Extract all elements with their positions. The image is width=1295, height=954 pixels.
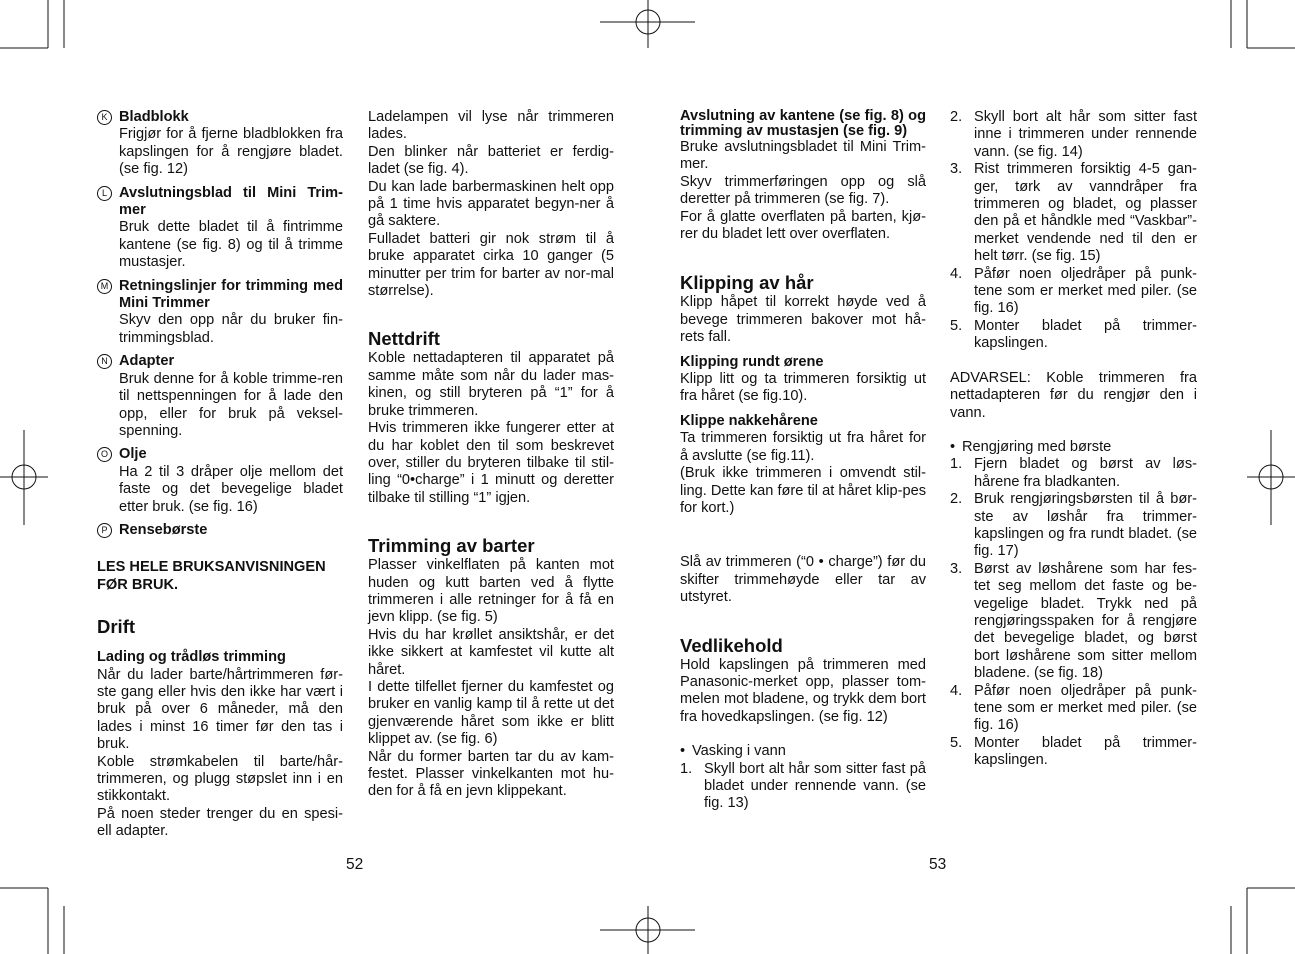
warning-text: LES HELE BRUKSANVISNINGEN FØR BRUK. xyxy=(97,559,326,593)
step-item: 4. Påfør noen oljedråper på punk-tene som er merket med piler. (se fig. 16) xyxy=(950,682,1197,734)
paragraph: Når du lader barte/hårtrimmeren før-ste gang eller hvis den ikke har vært i bruk på over 6 måneder, må den lades i minst 16 timer før den tas i bruk. xyxy=(97,666,343,753)
heading-nettdrift: Nettdrift xyxy=(368,328,440,350)
paragraph: Hvis trimmeren ikke fungerer etter at du har koblet den til som beskrevet over, stiller du bryteren tilbake til stil-ling “0•charge” i 1 minutt og deretter tilbake til stilling “1” igjen. xyxy=(368,420,614,506)
part-text: Frigjør for å fjerne bladblokken fra kapslingen for å rengjøre bladet. (se fig. 12) xyxy=(119,126,343,178)
step-text: Bruk rengjøringsbørsten til å bør-ste av løshår fra trimmer-kapslingen og fra rundt bladet. (se fig. 17) xyxy=(974,491,1197,560)
letter-l-icon: L xyxy=(97,186,112,201)
heading-vedlikehold: Vedlikehold xyxy=(680,634,783,656)
heading-trimming: Trimming av barter xyxy=(368,535,535,557)
part-n xyxy=(97,353,343,440)
bullet-text: Vasking i vann xyxy=(692,743,786,760)
paragraph: Ladelampen vil lyse når trimmeren lades. xyxy=(368,109,614,143)
part-title: Olje xyxy=(119,446,147,463)
part-m xyxy=(97,278,343,348)
step-item: 2. Bruk rengjøringsbørsten til å bør-ste av løshår fra trimmer-kapslingen og fra rundt bladet. (se fig. 17) xyxy=(950,491,1197,560)
paragraph: Hvis du har krøllet ansiktshår, er det ikke sikkert at kamfestet vil kutte alt håret. xyxy=(368,626,614,678)
step-item: 1. Fjern bladet og børst av løs-hårene fra bladkanten. xyxy=(950,456,1197,490)
column-4 xyxy=(950,109,1197,770)
paragraph: Slå av trimmeren (“0 • charge”) før du skifter trimmehøyde eller tar av utstyret. xyxy=(680,554,926,606)
subheading-orene: Klipping rundt ørene xyxy=(680,353,824,370)
step-item: 3. Børst av løshårene som har fes-tet seg mellom det faste og be-vegelige bladet. Trykk ned på rengjøringsspaken for å rengjøre det bevegelige bladet, og børst bort løshårene som sitter mellom bladene. (se fig. 18) xyxy=(950,560,1197,682)
paragraph: Når du former barten tar du av kam-festet. Plasser vinkelkanten mot hu-den for å få en jevn klippekant. xyxy=(368,748,614,800)
part-title: Retningslinjer for trimming med Mini Trimmer xyxy=(119,277,343,312)
step-text: Monter bladet på trimmer-kapslingen. xyxy=(974,317,1197,352)
step-item: 1. Skyll bort alt hår som sitter fast på bladet under rennende vann. (se fig. 13) xyxy=(680,760,926,812)
part-text: Ha 2 til 3 dråper olje mellom det faste og det bevegelige bladet etter bruk. (se fig. 16) xyxy=(119,463,343,515)
subheading-nakke: Klippe nakkehårene xyxy=(680,412,818,429)
paragraph: Klipp litt og ta trimmeren forsiktig ut fra håret (se fig.10). xyxy=(680,371,926,405)
letter-k-icon: K xyxy=(97,110,112,125)
step-item: 5. Monter bladet på trimmer-kapslingen. xyxy=(950,734,1197,769)
paragraph: Plasser vinkelflaten på kanten mot huden og kutt barten ved å flytte trimmeren i alle retninger for å få en jevn klipp. (se fig. 5) xyxy=(368,557,614,626)
part-title: Adapter xyxy=(119,353,175,370)
part-k xyxy=(97,109,343,179)
paragraph: Ta trimmeren forsiktig ut fra håret for å avslutte (se fig.11). xyxy=(680,430,926,464)
letter-o-icon: O xyxy=(97,447,112,462)
paragraph: Bruke avslutningsbladet til Mini Trim-mer. xyxy=(680,139,926,173)
paragraph: Den blinker når batteriet er ferdig-ladet (se fig. 4). xyxy=(368,143,614,178)
paragraph: Klipp håpet til korrekt høyde ved å bevege trimmeren bakover mot hå-rets fall. xyxy=(680,294,926,346)
heading-klipping: Klipping av hår xyxy=(680,272,814,294)
part-text: Skyv den opp når du bruker fin-trimmingsblad. xyxy=(119,312,343,346)
step-text: Påfør noen oljedråper på punk-tene som er merket med piler. (se fig. 16) xyxy=(974,682,1197,734)
paragraph: Koble strømkabelen til barte/hår-trimmeren, og plugg støpslet inn i en stikkontakt. xyxy=(97,753,343,805)
paragraph: Koble nettadapteren til apparatet på samme måte som når du lader mas-kinen, og still bryteren på “1” for å bruke trimmeren. xyxy=(368,350,614,419)
part-title: Rensebørste xyxy=(119,521,208,538)
column-2 xyxy=(368,109,614,801)
step-item: 4. Påfør noen oljedråper på punk-tene som er merket med piler. (se fig. 16) xyxy=(950,265,1197,317)
step-text: Skyll bort alt hår som sitter fast inne i trimmeren under rennende vann. (se fig. 14) xyxy=(974,109,1197,160)
step-text: Skyll bort alt hår som sitter fast på bladet under rennende vann. (se fig. 13) xyxy=(704,760,926,812)
bullet-item: • Vasking i vann xyxy=(680,743,786,760)
column-1 xyxy=(97,109,343,841)
paragraph: Du kan lade barbermaskinen helt opp på 1 time hvis apparatet begyn-ner å gå saktere. xyxy=(368,178,614,230)
part-p xyxy=(97,522,343,539)
paragraph: Skyv trimmerføringen opp og slå deretter på trimmeren (se fig. 7). xyxy=(680,173,926,208)
subheading-avslutning: Avslutning av kantene (se fig. 8) og trimming av mustasjen (se fig. 9) xyxy=(680,108,926,139)
bullet-text: Rengjøring med børste xyxy=(962,438,1112,455)
part-text: Bruk denne for å koble trimme-ren til nettspenningen for å lade den opp, eller for bruk på veksel-spenning. xyxy=(119,370,343,439)
warning-text: ADVARSEL: Koble trimmeren fra nettadapteren før du rengjør den i vann. xyxy=(950,369,1197,421)
page-number-right: 53 xyxy=(929,856,947,873)
paragraph: (Bruk ikke trimmeren i omvendt stil-ling. Dette kan føre til at håret klip-pes for kort.) xyxy=(680,465,926,516)
paragraph: På noen steder trenger du en spesi-ell adapter. xyxy=(97,805,343,840)
step-item: 2. Skyll bort alt hår som sitter fast inne i trimmeren under rennende vann. (se fig. 14) xyxy=(950,109,1197,160)
part-text: Bruk dette bladet til å fintrimme kantene (se fig. 8) og til å trimme mustasjer. xyxy=(119,219,343,271)
step-text: Rist trimmeren forsiktig 4-5 gan-ger, tørk av vanndråper fra trimmeren og bladet, og plasser den på et håndkle med “Vaskbar”-merket vendende ned til den er helt tørr. (se fig. 15) xyxy=(974,161,1197,265)
letter-n-icon: N xyxy=(97,354,112,369)
letter-m-icon: M xyxy=(97,279,112,294)
step-item: 3. Rist trimmeren forsiktig 4-5 gan-ger, tørk av vanndråper fra trimmeren og bladet, og plasser den på et håndkle med “Vaskbar”-merket vendende ned til den er helt tørr. (se fig. 15) xyxy=(950,161,1197,265)
part-o xyxy=(97,446,343,516)
paragraph: For å glatte overflaten på barten, kjø-rer du bladet lett over overflaten. xyxy=(680,208,926,243)
page-number-left: 52 xyxy=(346,856,364,873)
step-text: Monter bladet på trimmer-kapslingen. xyxy=(974,734,1197,769)
subheading-lading: Lading og trådløs trimming xyxy=(97,649,286,666)
step-text: Fjern bladet og børst av løs-hårene fra bladkanten. xyxy=(974,456,1197,490)
letter-p-icon: P xyxy=(97,523,112,538)
part-title: Bladblokk xyxy=(119,109,189,125)
step-text: Påfør noen oljedråper på punk-tene som er merket med piler. (se fig. 16) xyxy=(974,265,1197,317)
step-item: 5. Monter bladet på trimmer-kapslingen. xyxy=(950,317,1197,352)
column-3 xyxy=(680,109,926,813)
step-text: Børst av løshårene som har fes-tet seg mellom det faste og be-vegelige bladet. Trykk ned på rengjøringsspaken for å rengjøre det bevegelige bladet, og børst bort løshårene som sitter mellom bladene. (se fig. 18) xyxy=(974,560,1197,682)
paragraph: Fulladet batteri gir nok strøm til å bruke apparatet cirka 10 ganger (5 minutter per trim for barter av nor-mal størrelse). xyxy=(368,230,614,300)
paragraph: I dette tilfellet fjerner du kamfestet og bruker en vanlig kamp til å rette ut det gjenværende håret som ikke er blitt klippet av. (se fig. 6) xyxy=(368,678,614,748)
paragraph: Hold kapslingen på trimmeren med Panasonic-merket opp, plasser tom-melen mot bladene, og trykk dem bort fra hovedkapslingen. (se fig. 12) xyxy=(680,656,926,725)
bullet-item: • Rengjøring med børste xyxy=(950,438,1112,455)
part-title: Avslutningsblad til Mini Trim-mer xyxy=(119,184,343,219)
part-l xyxy=(97,185,343,272)
heading-drift: Drift xyxy=(97,616,136,638)
